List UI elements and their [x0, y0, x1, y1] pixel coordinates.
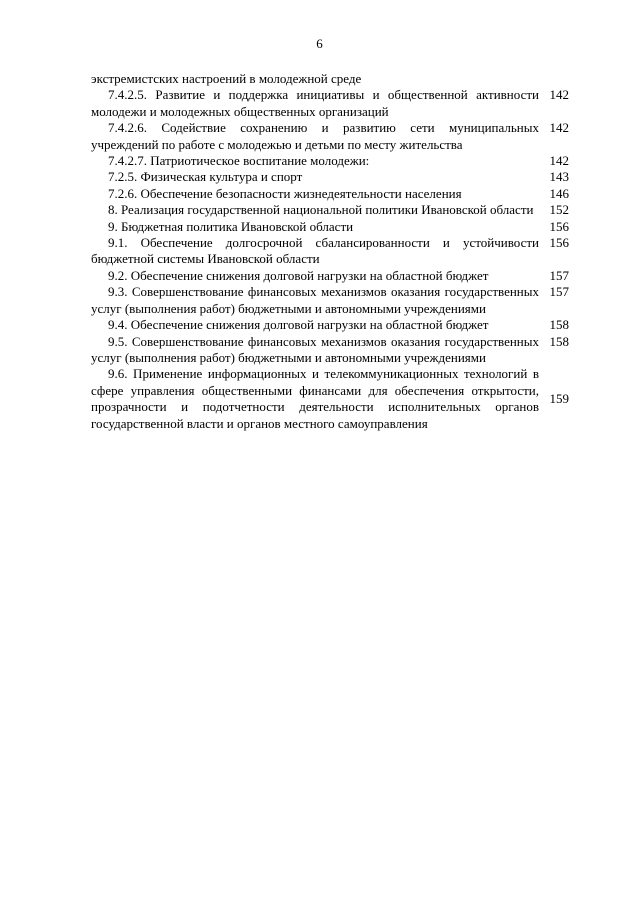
- toc-entry-8: [91, 202, 569, 218]
- toc-entry-page: 158: [549, 333, 569, 349]
- toc-entry-page: 152: [549, 202, 569, 218]
- toc-entry-page: 156: [549, 235, 569, 251]
- toc-entry-page: 142: [549, 153, 569, 169]
- toc-entry-text: 7.4.2.5. Развитие и поддержка инициативы и общественной активности молодежи и молодежных общественных организаций: [91, 87, 539, 119]
- toc-entry-page: 142: [549, 120, 569, 136]
- toc-entry-page: 142: [549, 87, 569, 103]
- toc-entry-text: 7.4.2.6. Содействие сохранению и развитию сети муниципальных учреждений по работе с молодежью и детьми по месту жительства: [91, 120, 539, 152]
- toc-entry-text: 9.3. Совершенствование финансовых механизмов оказания государственных услуг (выполнения работ) бюджетными и автономными учреждениями: [91, 284, 539, 316]
- toc-entry-page: 159: [549, 390, 569, 406]
- page-number: 6: [316, 36, 323, 51]
- toc-entry-9-3: [91, 284, 569, 317]
- toc-entry-text: 9.4. Обеспечение снижения долговой нагрузки на областной бюджет: [108, 317, 489, 333]
- toc-entry-text: 8. Реализация государственной национальной политики Ивановской области: [108, 202, 534, 218]
- toc-entry-7-2-6: [91, 186, 569, 202]
- table-of-contents: [91, 71, 569, 432]
- toc-entry-page: 146: [549, 185, 569, 201]
- toc-entry-page: 157: [549, 284, 569, 300]
- toc-entry-text: 9. Бюджетная политика Ивановской области: [108, 218, 354, 234]
- toc-entry-9-1: [91, 235, 569, 268]
- toc-entry-9-4: [91, 317, 569, 333]
- toc-entry-7-4-2-7: [91, 153, 569, 169]
- toc-entry-9-6: [91, 366, 569, 432]
- toc-entry-9: [91, 219, 569, 235]
- toc-entry-text: 9.1. Обеспечение долгосрочной сбалансированности и устойчивости бюджетной системы Ивановской области: [91, 235, 539, 267]
- toc-entry-text: 7.2.6. Обеспечение безопасности жизнедеятельности населения: [108, 185, 462, 201]
- toc-entry-continuation: [91, 71, 569, 87]
- toc-entry-text: 7.2.5. Физическая культура и спорт: [108, 169, 303, 185]
- toc-entry-page: 157: [549, 267, 569, 283]
- toc-entry-9-2: [91, 268, 569, 284]
- toc-entry-7-2-5: [91, 169, 569, 185]
- toc-entry-page: 156: [549, 218, 569, 234]
- toc-entry-text: 9.5. Совершенствование финансовых механизмов оказания государственных услуг (выполнения работ) бюджетными и автономными учреждениями: [91, 333, 539, 365]
- toc-entry-7-4-2-5: [91, 87, 569, 120]
- toc-entry-text: 7.4.2.7. Патриотическое воспитание молодежи:: [108, 153, 370, 169]
- toc-entry-page: 143: [549, 169, 569, 185]
- toc-entry-page: 158: [549, 317, 569, 333]
- toc-entry-text: 9.6. Применение информационных и телекоммуникационных технологий в сфере управления общественными финансами для обеспечения открытости, прозрачности и подотчетности деятельности исполнительных органов государственной власти и органов местного самоуправления: [91, 366, 539, 431]
- toc-entry-text: 9.2. Обеспечение снижения долговой нагрузки на областной бюджет: [108, 267, 489, 283]
- toc-entry-9-5: [91, 334, 569, 367]
- toc-entry-7-4-2-6: [91, 120, 569, 153]
- toc-entry-text: экстремистских настроений в молодежной среде: [91, 71, 362, 86]
